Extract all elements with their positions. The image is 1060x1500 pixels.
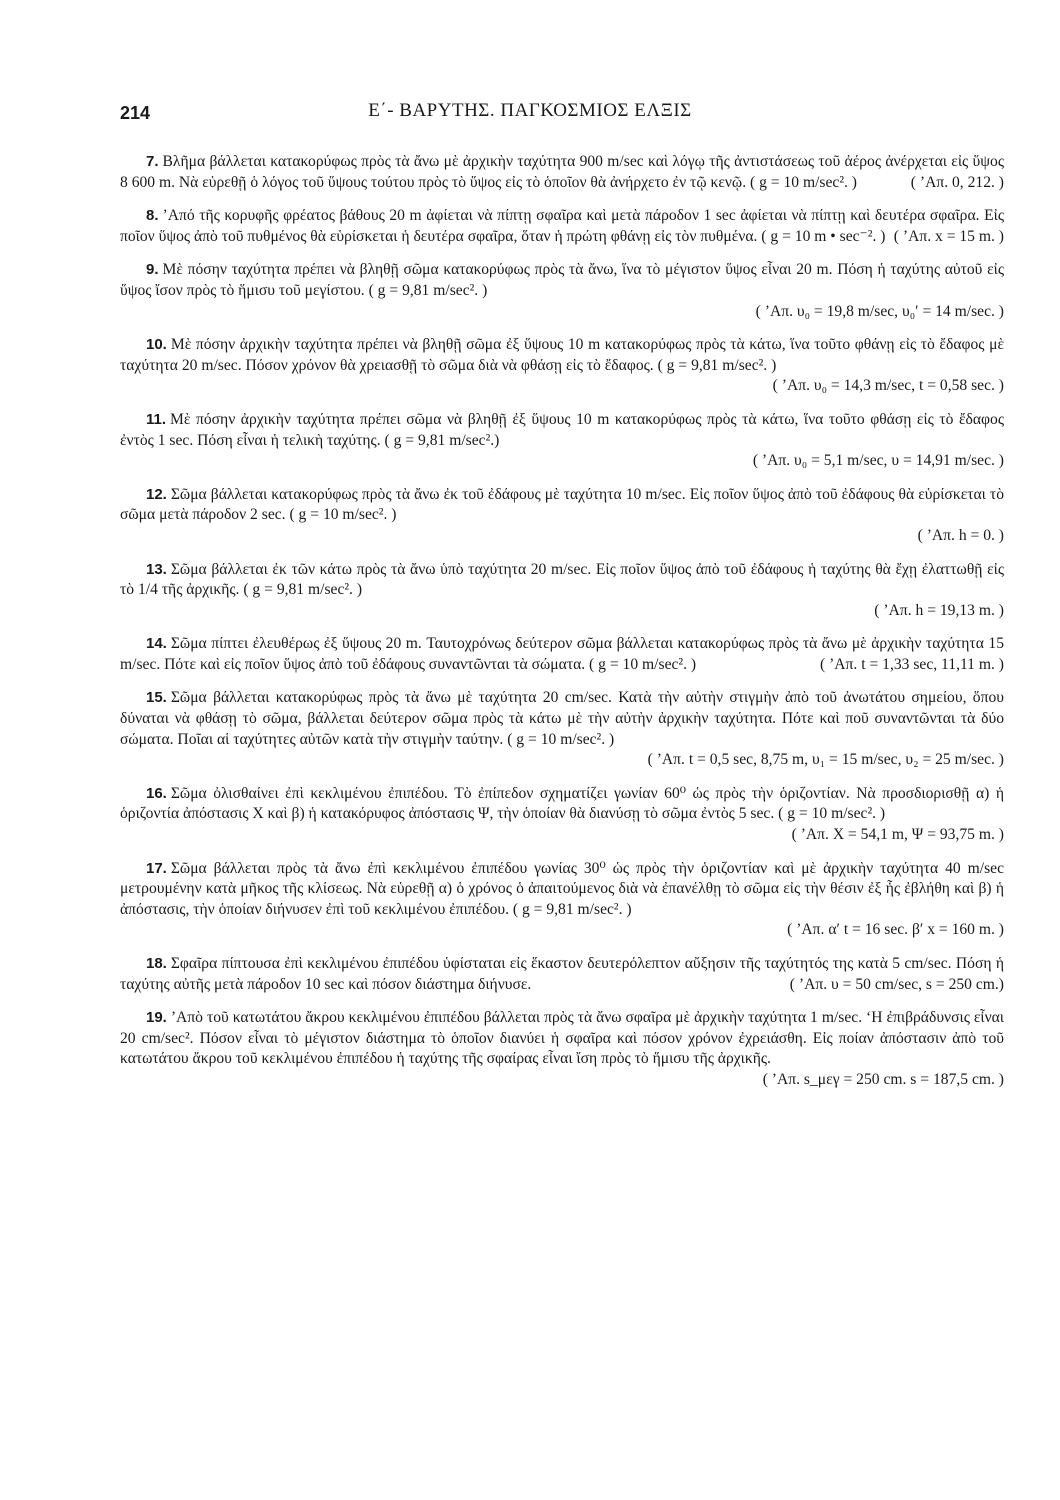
problem-text: Μὲ πόσην ταχύτητα πρέπει νὰ βληθῇ σῶμα κατακορύφως πρὸς τὰ ἄνω, ἵνα τὸ μέγιστον ὕψος εἶναι 20 m. Πόση ἡ ταχύτης αὐτοῦ εἰς ὕψος ἴσον πρὸς τὸ ἥμισυ τοῦ μεγίστου. ( g = 9,81 m/sec². ) xyxy=(120,261,1004,299)
problem-number: 19. xyxy=(146,1009,167,1027)
problem-14 xyxy=(120,634,1004,675)
problem-number: 16. xyxy=(146,784,167,802)
problem-text: Σῶμα βάλλεται πρὸς τὰ ἄνω ἐπὶ κεκλιμένου ἐπιπέδου γωνίας 30⁰ ὡς πρὸς τὴν ὁριζοντίαν καὶ μὲ ἀρχικὴν ταχύτητα 40 m/sec μετρουμένην κατὰ μῆκος τῆς κλίσεως. Νὰ εὑρεθῇ α) ὁ χρόνος ὁ ἀπαιτούμενος διὰ νὰ ἐπανέλθῃ τὸ σῶμα εἰς τὴν θέσιν ἐξ ἧς ἐβλήθη καὶ β) ἡ ἀπόστασις, τὴν ὁποίαν διήνυσεν ἐπὶ τοῦ κεκλιμένου ἐπιπέδου. ( g = 9,81 m/sec². ) xyxy=(120,859,1004,918)
problem-number: 7. xyxy=(146,153,159,170)
problem-text: Σῶμα βάλλεται κατακορύφως πρὸς τὰ ἄνω ἐκ τοῦ ἐδάφους μὲ ταχύτητα 10 m/sec. Εἰς ποῖον ὕψος ἀπὸ τοῦ ἐδάφους θὰ εὑρίσκεται τὸ σῶμα μετὰ πάροδον 2 sec. ( g = 10 m/sec². ) xyxy=(120,485,1004,524)
problem-text: Σῶμα βάλλεται ἐκ τῶν κάτω πρὸς τὰ ἄνω ὑπὸ ταχύτητα 20 m/sec. Εἰς ποῖον ὕψος ἀπὸ τοῦ ἐδάφους ἡ ταχύτης θὰ ἔχῃ ἐλαττωθῇ εἰς τὸ 1/4 τῆς ἀρχικῆς. ( g = 9,81 m/sec². ) xyxy=(120,560,1004,599)
problem-answer: ( ’Απ. α′ t = 16 sec. β′ x = 160 m. ) xyxy=(787,921,1004,939)
problem-12 xyxy=(120,485,1004,547)
problem-number: 8. xyxy=(146,207,159,225)
problem-number: 9. xyxy=(146,261,159,279)
problem-11 xyxy=(120,410,1004,472)
problem-10 xyxy=(120,335,1004,397)
problem-text: ’Από τῆς κορυφῆς φρέατος βάθους 20 m ἀφίεται νὰ πίπτῃ σφαῖρα καὶ μετὰ πάροδον 1 sec ἀφίεται νὰ πίπτῃ καὶ δευτέρα σφαῖρα. Εἰς ποῖον ὕψος ἀπὸ τοῦ πυθμένος θὰ εὑρίσκεται ἡ δευτέρα σφαῖρα, ὅταν ἡ πρώτη φθάνῃ εἰς τὸν πυθμένα. ( g = 10 m • sec⁻². ) xyxy=(120,207,1004,245)
problem-answer: ( ’Απ. υ₀ = 14,3 m/sec, t = 0,58 sec. ) xyxy=(772,377,1004,395)
problem-number: 14. xyxy=(146,635,167,653)
problem-text: ’Απὸ τοῦ κατωτάτου ἄκρου κεκλιμένου ἐπιπέδου βάλλεται πρὸς τὰ ἄνω σφαῖρα μὲ ἀρχικὴν ταχύτητα 1 m/sec. ‘Η ἐπιβράδυνσις εἶναι 20 cm/sec². Πόσον εἶναι τὸ μέγιστον διάστημα τὸ ὁποῖον διανύει ἡ σφαῖρα καὶ πόσον χρόνον ἐχρειάσθη. Εἰς ποίαν ἀπόστασιν ἀπὸ τοῦ κατωτάτου ἄκρου τοῦ κεκλιμένου ἐπιπέδου ἡ ταχύτης τῆς σφαίρας εἶναι ἴση πρὸς τὸ ἥμισυ τῆς ἀρχικῆς. xyxy=(120,1009,1004,1068)
problem-13 xyxy=(120,560,1004,622)
problem-answer: ( ’Απ. υ₀ = 5,1 m/sec, υ = 14,91 m/sec. ) xyxy=(752,452,1004,470)
problem-answer: ( ’Απ. 0, 212. ) xyxy=(910,173,1004,191)
problem-list xyxy=(120,152,1004,1104)
problem-answer: ( ’Απ. υ₀ = 19,8 m/sec, υ₀′ = 14 m/sec. ) xyxy=(755,302,1004,320)
problem-text: Σῶμα βάλλεται κατακορύφως πρὸς τὰ ἄνω μὲ ταχύτητα 20 cm/sec. Κατὰ τὴν αὐτὴν στιγμὴν ἀπὸ τοῦ ἀνωτάτου σημείου, ὅπου δύναται νὰ φθάσῃ τὸ σῶμα, βάλλεται δεύτερον σῶμα πρὸς τὰ κάτω μὲ τὴν αὐτὴν ἀρχικὴν ταχύτητα. Πότε καὶ ποῦ συναντῶνται τὰ δύο σώματα. Ποῖαι αἱ ταχύτητες αὐτῶν κατὰ τὴν στιγμὴν ταύτην. ( g = 10 m/sec². ) xyxy=(120,689,1004,748)
problem-text: Βλῆμα βάλλεται κατακορύφως πρὸς τὰ ἄνω μὲ ἀρχικὴν ταχύτητα 900 m/sec καὶ λόγῳ τῆς ἀντιστάσεως τοῦ ἀέρος ἀνέρχεται εἰς ὕψος 8 600 m. Νὰ εὑρεθῇ ὁ λόγος τοῦ ὕψους τούτου πρὸς τὸ ὕψος εἰς τὸ ὁποῖον θὰ ἀνήρχετο ἐν τῷ κενῷ. ( g = 10 m/sec². ) xyxy=(120,153,1004,191)
problem-answer: ( ’Απ. h = 0. ) xyxy=(917,526,1004,544)
problem-text: Σῶμα ὀλισθαίνει ἐπὶ κεκλιμένου ἐπιπέδου. Τὸ ἐπίπεδον σχηματίζει γωνίαν 60⁰ ὡς πρὸς τὴν ὁριζοντίαν. Νὰ προσδιορισθῇ α) ἡ ὁριζοντία ἀπόστασις Χ καὶ β) ἡ κατακόρυφος ἀπόστασις Ψ, τὴν ὁποίαν θὰ διανύσῃ τὸ σῶμα ἐντὸς 5 sec. ( g = 10 m/sec². ) xyxy=(120,784,1004,823)
problem-8 xyxy=(120,206,1004,247)
problem-answer: ( ’Απ. t = 0,5 sec, 8,75 m, υ₁ = 15 m/sec, υ₂ = 25 m/sec. ) xyxy=(647,751,1004,769)
problem-text: Μὲ πόσην ἀρχικὴν ταχύτητα πρέπει σῶμα νὰ βληθῇ ἐξ ὕψους 10 m κατακορύφως πρὸς τὰ κάτω, ἵνα τοῦτο φθάσῃ εἰς τὸ ἔδαφος ἐντὸς 1 sec. Πόση εἶναι ἡ τελικὴ ταχύτης. ( g = 9,81 m/sec².) xyxy=(120,410,1004,449)
problem-text: Σφαῖρα πίπτουσα ἐπὶ κεκλιμένου ἐπιπέδου ὑφίσταται εἰς ἕκαστον δευτερόλεπτον αὔξησιν τῆς ταχύτητός της κατὰ 5 cm/sec. Πόση ἡ ταχύτης αὐτῆς μετὰ πάροδον 10 sec καὶ πόσον διάστημα διήνυσε. xyxy=(120,955,1004,993)
problem-answer: ( ’Απ. x = 15 m. ) xyxy=(893,227,1004,245)
running-title: Ε΄- ΒΑΡΥΤΗΣ. ΠΑΓΚΟΣΜΙΟΣ ΕΛΞΙΣ xyxy=(368,100,692,121)
problem-answer: ( ’Απ. t = 1,33 sec, 11,11 m. ) xyxy=(820,655,1004,673)
problem-7 xyxy=(120,152,1004,193)
problem-text: Σῶμα πίπτει ἐλευθέρως ἐξ ὕψους 20 m. Ταυτοχρόνως δεύτερον σῶμα βάλλεται κατακορύφως πρὸς τὰ ἄνω μὲ ἀρχικὴν ταχύτητα 15 m/sec. Πότε καὶ εἰς ποῖον ὕψος ἀπὸ τοῦ ἐδάφους συναντῶνται τὰ σώματα. ( g = 10 m/sec². ) xyxy=(120,635,1004,673)
problem-number: 12. xyxy=(146,485,167,503)
problem-answer: ( ’Απ. υ = 50 cm/sec, s = 250 cm.) xyxy=(789,975,1004,993)
page-number: 214 xyxy=(120,103,151,123)
problem-number: 15. xyxy=(146,689,167,707)
problem-number: 17. xyxy=(146,859,167,877)
problem-number: 10. xyxy=(146,336,167,354)
problem-number: 18. xyxy=(146,955,167,972)
problem-answer: ( ’Απ. h = 19,13 m. ) xyxy=(874,601,1004,619)
problem-9 xyxy=(120,260,1004,322)
problem-17 xyxy=(120,859,1004,941)
problem-19 xyxy=(120,1008,1004,1090)
problem-number: 13. xyxy=(146,560,167,578)
problem-18 xyxy=(120,954,1004,995)
problem-number: 11. xyxy=(146,410,167,428)
problem-15 xyxy=(120,688,1004,770)
problem-answer: ( ’Απ. s_μεγ = 250 cm. s = 187,5 cm. ) xyxy=(762,1070,1004,1088)
problem-16 xyxy=(120,784,1004,846)
problem-text: Μὲ πόσην ἀρχικὴν ταχύτητα πρέπει νὰ βληθῇ σῶμα ἐξ ὕψους 10 m κατακορύφως πρὸς τὰ κάτω, ἵνα τοῦτο φθάνῃ εἰς τὸ ἔδαφος μὲ ταχύτητα 20 m/sec. Πόσον χρόνον θὰ χρειασθῇ τὸ σῶμα διὰ νὰ φθάσῃ εἰς τὸ ἔδαφος. ( g = 9,81 m/sec². ) xyxy=(120,336,1004,374)
problem-answer: ( ’Απ. Χ = 54,1 m, Ψ = 93,75 m. ) xyxy=(791,826,1004,844)
